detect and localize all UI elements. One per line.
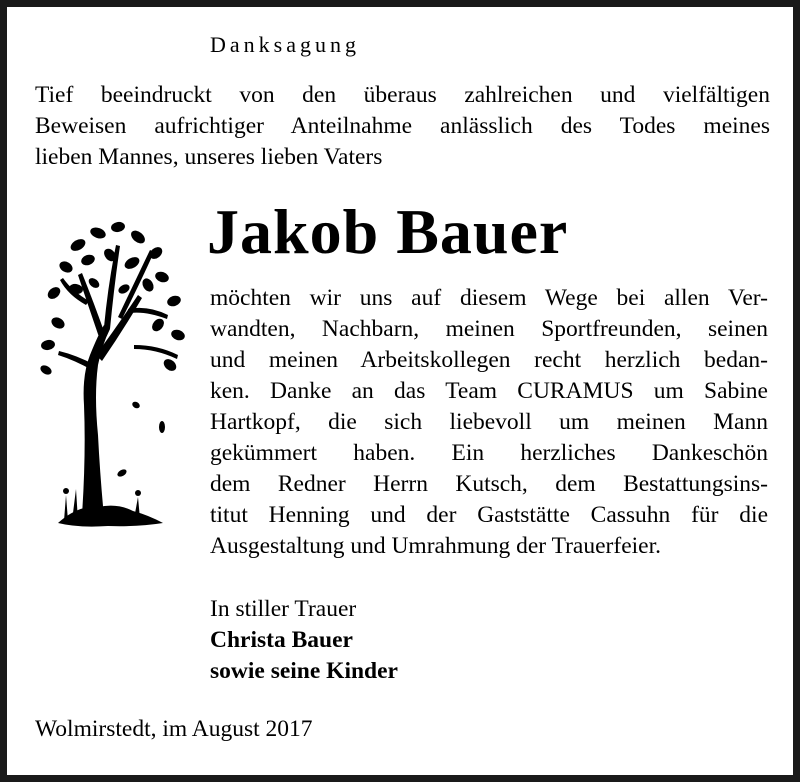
- signer-name: Christa Bauer: [210, 627, 353, 653]
- notice-heading: Danksagung: [210, 32, 360, 57]
- family-line: sowie seine Kinder: [210, 658, 398, 684]
- place-date: Wolmirstedt, im August 2017: [35, 716, 313, 742]
- intro-paragraph: [35, 80, 770, 173]
- closing-block: [210, 594, 398, 687]
- intro-line: Tief beeindruckt von den überaus zahlreichen und vielfältigen: [35, 82, 770, 108]
- thanks-line: ken. Danke an das Team CURAMUS um Sabine: [210, 378, 768, 404]
- thanks-paragraph: [210, 283, 768, 562]
- thanks-line: Hartkopf, die sich liebevoll um meinen Mann: [210, 409, 768, 435]
- tree-silhouette-icon: [38, 205, 188, 535]
- intro-line: lieben Mannes, unseres lieben Vaters: [35, 144, 383, 170]
- intro-line: Beweisen aufrichtiger Anteilnahme anlässlich des Todes meines: [35, 113, 770, 139]
- deceased-name: Jakob Bauer: [207, 196, 569, 267]
- thanks-line: dem Redner Herrn Kutsch, dem Bestattungsins-: [210, 471, 768, 497]
- thanks-line: Ausgestaltung und Umrahmung der Trauerfeier.: [210, 533, 661, 559]
- thanks-line: titut Henning und der Gaststätte Cassuhn für die: [210, 502, 768, 528]
- thanks-line: wandten, Nachbarn, meinen Sportfreunden, seinen: [210, 316, 768, 342]
- thanks-line: möchten wir uns auf diesem Wege bei allen Ver-: [210, 285, 768, 311]
- thanks-line: gekümmert haben. Ein herzliches Dankeschön: [210, 440, 768, 466]
- thanks-line: und meinen Arbeitskollegen recht herzlich bedan-: [210, 347, 768, 373]
- mourning-phrase: In stiller Trauer: [210, 596, 357, 622]
